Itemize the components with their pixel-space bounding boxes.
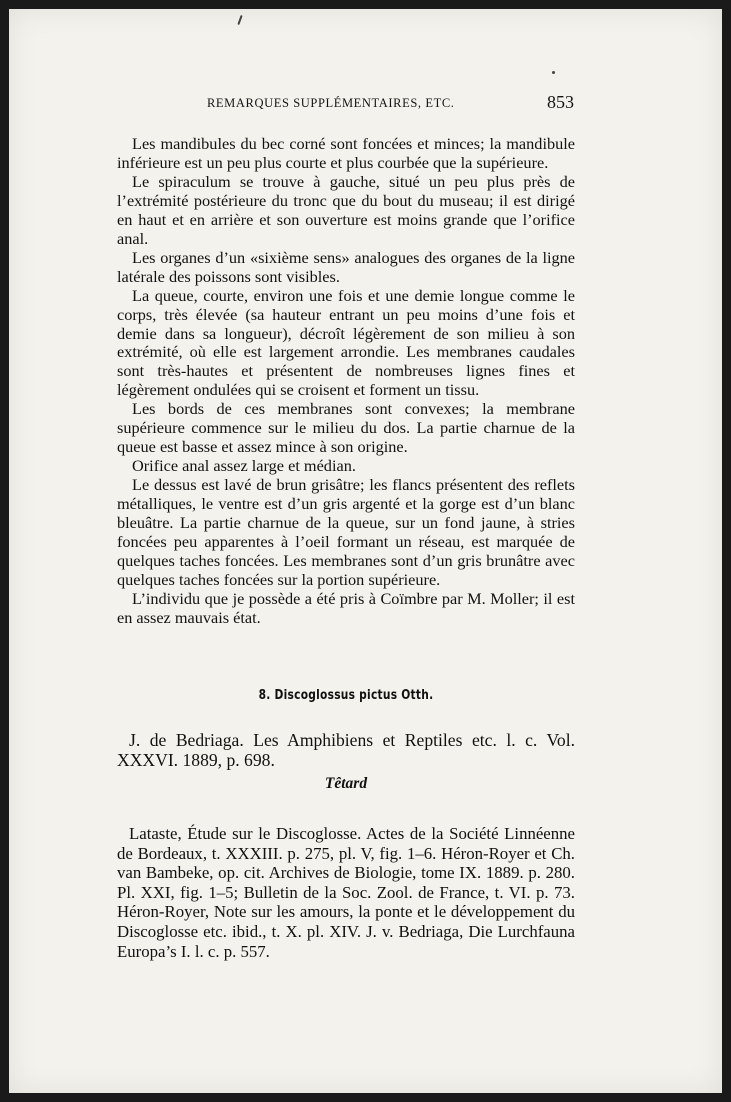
paragraph: La queue, courte, environ une fois et une demie longue comme le corps, très élevée (sa hauteur entrant un peu moins d’une fois et demie dans sa longueur), décroît légèrement de son milieu à son extrémité, où elle est largement arrondie. Les membranes caudales sont très-hautes et présentent de nombreuses lignes fines et légèrement ondulées qui se croisent et forment un tissu.: [117, 285, 575, 400]
bibliography-block: [117, 824, 575, 961]
reference: J. de Bedriaga. Les Amphibiens et Reptiles etc. l. c. Vol. XXXVI. 1889, p. 698.: [117, 730, 575, 770]
paragraph: Les organes d’un «sixième sens» analogues des organes de la ligne latérale des poissons sont visibles.: [117, 247, 575, 286]
paragraph: Le spiraculum se trouve à gauche, situé un peu plus près de l’extrémité postérieure du tronc que du bout du museau; il est dirigé en haut et en arrière et son ouverture est moins grande que l’orifice anal.: [117, 171, 575, 248]
page-number: 853: [547, 92, 574, 112]
paragraph: Les bords de ces membranes sont convexes; la membrane supérieure commence sur le milieu du dos. La partie charnue de la queue est basse et assez mince à son origine.: [117, 399, 575, 457]
paragraph: Le dessus est lavé de brun grisâtre; les flancs présentent des reflets métalliques, le ventre est d’un gris argenté et la gorge est d’un blanc bleuâtre. La partie charnue de la queue, sur un fond jaune, à stries foncées peu apparentes à l’oeil formant un réseau, est marquée de quelques taches foncées. Les membranes sont d’un gris brunâtre avec quelques taches foncées sur la portion supérieure.: [117, 475, 575, 589]
scan-artifact: [237, 15, 242, 25]
paragraph: Orifice anal assez large et médian.: [132, 456, 356, 476]
running-head: REMARQUES SUPPLÉMENTAIRES, ETC.: [207, 96, 455, 110]
scanned-page: [9, 9, 722, 1093]
bibliography: Lataste, Étude sur le Discoglosse. Actes de la Société Linnéenne de Bordeaux, t. XXXIII. p. 275, pl. V, fig. 1–6. Héron-Royer et Ch. van Bambeke, op. cit. Archives de Biologie, tome IX. 1889. p. 280. Pl. XXI, fig. 1–5; Bulletin de la Soc. Zool. de France, t. VI. p. 73. Héron-Royer, Note sur les amours, la ponte et le développement du Discoglosse etc. ibid., t. X. pl. XIV. J. v. Bedriaga, Die Lurchfauna Europa’s I. l. c. p. 557.: [117, 824, 575, 961]
section-heading: 8. Discoglossus pictus Otth.: [258, 688, 434, 703]
paragraph: Les mandibules du bec corné sont foncées et minces; la mandibule inférieure est un peu plus courte et plus courbée que la supérieure.: [117, 134, 575, 172]
page-header: [9, 92, 722, 116]
subsection-heading: Têtard: [324, 775, 368, 792]
paragraph: L’individu que je possède a été pris à Coïmbre par M. Moller; il est en assez mauvais état.: [117, 588, 575, 627]
scan-artifact: [552, 71, 555, 74]
body-text: [117, 135, 575, 628]
reference-block: [117, 731, 575, 771]
